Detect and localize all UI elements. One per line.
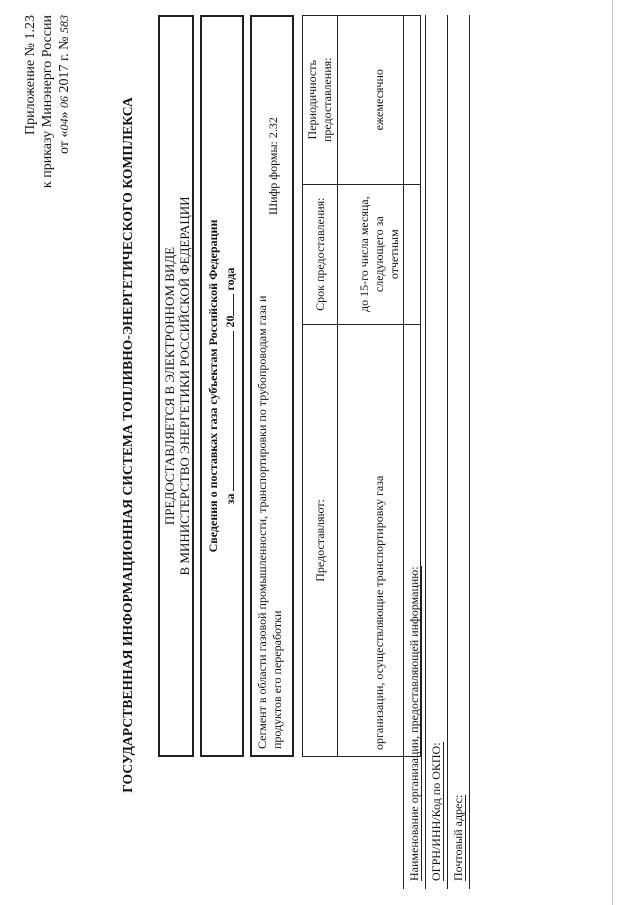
info-address: Почтовый адрес: — [448, 15, 470, 889]
date-month: 06 — [57, 96, 71, 109]
info-ogrn: ОГРН/ИНН/Код по ОКПО: — [426, 15, 448, 889]
header-deadline: Срок предоставления: — [303, 184, 338, 324]
segment-text: Сегмент в области газовой промышленности, транспортировки по трубопроводам газа и продуктов его переработки — [255, 295, 284, 749]
appendix-order-ref: к приказу Минэнерго России — [40, 15, 55, 189]
electronic-line2: В МИНИСТЕРСТВО ЭНЕРГЕТИКИ РОССИЙСКОЙ ФЕДЕРАЦИИ — [177, 196, 192, 576]
header-submitters: Предоставляют: — [303, 324, 338, 756]
appendix-number: Приложение № 1.23 — [23, 15, 38, 135]
appendix-header — [22, 15, 73, 245]
main-title: ГОСУДАРСТВЕННАЯ ИНФОРМАЦИОННАЯ СИСТЕМА ТОПЛИВНО-ЭНЕРГЕТИЧЕСКОГО КОМПЛЕКСА — [120, 97, 135, 793]
cell-submitters: организации, осуществляющие транспортировку газа — [338, 324, 421, 756]
appendix-date-line: от «04» 06 2017 г. № 583 — [57, 15, 72, 154]
scan-edge-line — [612, 0, 613, 905]
info-org-name: Наименование организации, предоставляющей информацию: — [404, 15, 426, 889]
date-day: 04 — [57, 118, 71, 131]
report-title-box — [200, 15, 244, 757]
report-title: Сведения о поставках газа субъектам Российской Федерации — [206, 219, 220, 553]
report-period: за 20 года — [223, 267, 237, 505]
segment-box — [250, 15, 294, 757]
electronic-line1: ПРЕДОСТАВЛЯЕТСЯ В ЭЛЕКТРОННОМ ВИДЕ — [162, 246, 177, 526]
cell-frequency: ежемесячно — [338, 16, 421, 185]
organization-info — [403, 15, 470, 889]
table-header-row — [303, 16, 338, 757]
year-blank — [221, 294, 234, 316]
electronic-submission-box — [158, 15, 194, 757]
period-blank — [221, 331, 234, 491]
header-frequency: Периодичность предоставления: — [303, 16, 338, 185]
form-code: Шифр формы: 2.32 — [266, 117, 280, 215]
order-number: 583 — [57, 15, 71, 33]
cell-deadline: до 15-го числа месяца, следующего за отчетным — [338, 184, 421, 324]
